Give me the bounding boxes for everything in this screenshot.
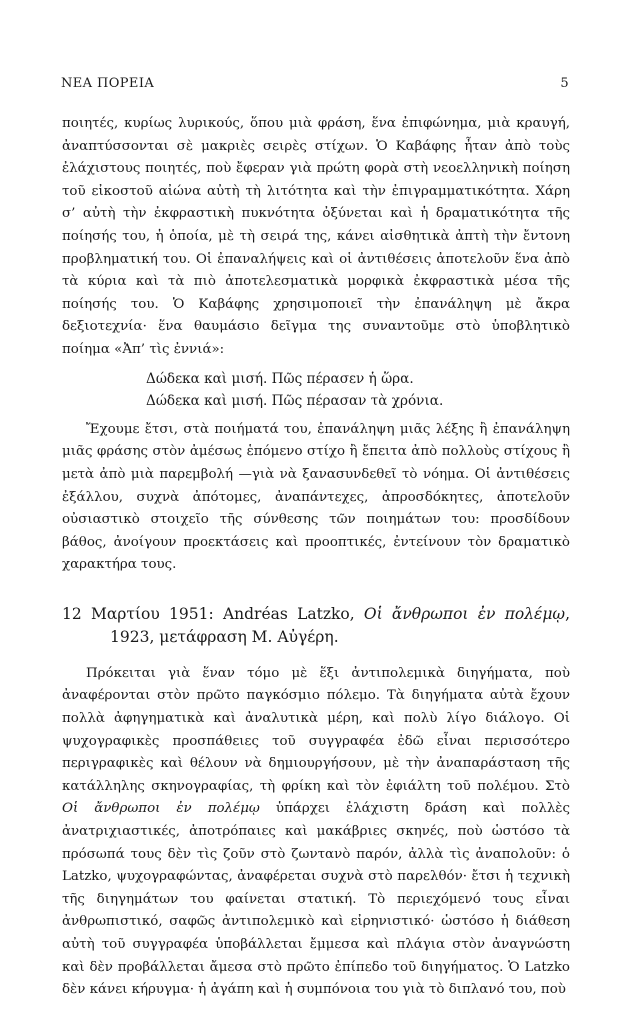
- paragraph-2: Ἔχουμε ἔτσι, στὰ ποιήματά του, ἐπανάληψη μιᾶς λέξης ἢ ἐπανάληψη μιᾶς φράσης στὸν ἀμέσως ἑπόμενο στίχο ἢ ἔπειτα ἀπὸ πολλοὺς στίχους ἢ μετὰ ἀπὸ μιὰ παρεμβολή —γιὰ νὰ ξανασυνδεθεῖ τὸ νόημα. Οἱ ἀντιθέσεις ἐξάλλου, συχνὰ ἀπότομες, ἀναπάντεχες, ἀπροσδόκητες, ἀποτελοῦν οὐσιαστικὸ στοιχεῖο τῆς σύνθεσης τῶν ποιημάτων του: προσδίδουν βάθος, ἀνοίγουν προεκτάσεις καὶ προοπτικές, ἐντείνουν τὸν δραματικὸ χαρακτήρα τους.: [62, 421, 570, 573]
- entry-heading-book-title: Οἱ ἄνθρωποι ἐν πολέμῳ: [363, 604, 566, 623]
- entry-heading-tail: , 1923, μετάφραση Μ. Αὐγέρη.: [110, 604, 571, 646]
- entry-heading: [62, 603, 570, 649]
- body-text: [62, 113, 570, 1002]
- entry-heading-lead: 12 Μαρτίου 1951: Andréas Latzko,: [62, 604, 364, 623]
- verse-line-2: Δώδεκα καὶ μισή. Πῶς πέρασαν τὰ χρόνια.: [146, 393, 444, 410]
- paragraph-3-part-1: Πρόκειται γιὰ ἕναν τόμο μὲ ἕξι ἀντιπολεμικὰ διηγήματα, ποὺ ἀναφέρονται στὸν πρῶτο παγκόσμιο πόλεμο. Τὰ διηγήματα αὐτὰ ἔχουν πολλὰ ἀφηγηματικὰ καὶ ἀναλυτικὰ μέρη, καὶ πολὺ λίγο διάλογο. Οἱ ψυχογραφικὲς προσπάθειες τοῦ συγγραφέα ἐδῶ εἶναι περισσότερο περιγραφικὲς καὶ θέλουν νὰ δημιουργήσουν, μὲ τὴν ἀναπαράσταση τῆς κατάλληλης σκηνογραφίας, τὴ φρίκη καὶ τὸν ἐφιάλτη τοῦ πολέμου. Στὸ: [62, 665, 570, 794]
- paragraph-3-book-title: Οἱ ἄνθρωποι ἐν πολέμῳ: [62, 801, 260, 817]
- verse-quote: [146, 368, 570, 413]
- paragraph-3-part-2: ὑπάρχει ἐλάχιστη δράση καὶ πολλὲς ἀνατριχιαστικές, ἀποτρόπαιες καὶ μακάβριες σκηνές, ποὺ ὡστόσο τὰ πρόσωπά τους δὲν τὶς ζοῦν στὸ ζωντανὸ παρόν, ἀλλὰ τὶς ἀναπολοῦν: ὁ Latzko, ψυχογραφώντας, ἀναφέρεται συχνὰ στὸ παρελθόν· ἔτσι ἡ τεχνικὴ τῆς διηγημάτων του φαίνεται στατική. Τὸ περιεχόμενό τους εἶναι ἀνθρωπιστικό, σαφῶς ἀντιπολεμικὸ καὶ εἰρηνιστικό· ὡστόσο ἡ διάθεση αὐτὴ τοῦ συγγραφέα ὑποβάλλεται ἔμμεσα καὶ πλάγια στὸν ἀναγνώστη καὶ δὲν προβάλλεται ἄμεσα στὸ πρῶτο ἐπίπεδο τοῦ διηγήματος. Ὁ Latzko δὲν κάνει κήρυγμα· ἡ ἀγάπη καὶ ἡ συμπόνοια του γιὰ τὸ διπλανό του, ποὺ: [62, 801, 570, 998]
- running-head-title: ΝΕΑ ΠΟΡΕΙΑ: [61, 76, 155, 91]
- paragraph-3: [62, 663, 570, 1002]
- verse-line-1: Δώδεκα καὶ μισή. Πῶς πέρασεν ἡ ὥρα.: [146, 370, 414, 387]
- page-number: 5: [560, 76, 569, 91]
- paragraph-1: ποιητές, κυρίως λυρικούς, ὅπου μιὰ φράση, ἕνα ἐπιφώνημα, μιὰ κραυγή, ἀναπτύσσονται σὲ μακριὲς σειρὲς στίχων. Ὁ Καβάφης ἦταν ἀπὸ τοὺς ἐλάχιστους ποιητές, ποὺ ἔφεραν γιὰ πρώτη φορὰ στὴ νεοελληνικὴ ποίηση τοῦ εἰκοστοῦ αἰώνα αὐτὴ τὴ λιτότητα καὶ τὴν ἐπιγραμματικότητα. Χάρη σ’ αὐτὴ τὴν ἐκφραστικὴ πυκνότητα ὀξύνεται καὶ ἡ δραματικότητα τῆς ποίησής του, ἡ ὁποία, μὲ τὴ σειρά της, κάνει αἰσθητικὰ ἀπτὴ τὴν ἔντονη προβληματική του. Οἱ ἐπαναλήψεις καὶ οἱ ἀντιθέσεις ἀποτελοῦν ἕνα ἀπὸ τὰ κύρια καὶ τὰ πιὸ ἀποτελεσματικὰ μορφικὰ ἐκφραστικὰ μέσα τῆς ποίησής του. Ὁ Καβάφης χρησιμοποιεῖ τὴν ἐπανάληψη μὲ ἄκρα δεξιοτεχνία· ἕνα θαυμάσιο δεῖγμα της συναντοῦμε στὸ ὑποβλητικὸ ποίημα «Ἀπ’ τὶς ἐννιά»:: [62, 116, 570, 357]
